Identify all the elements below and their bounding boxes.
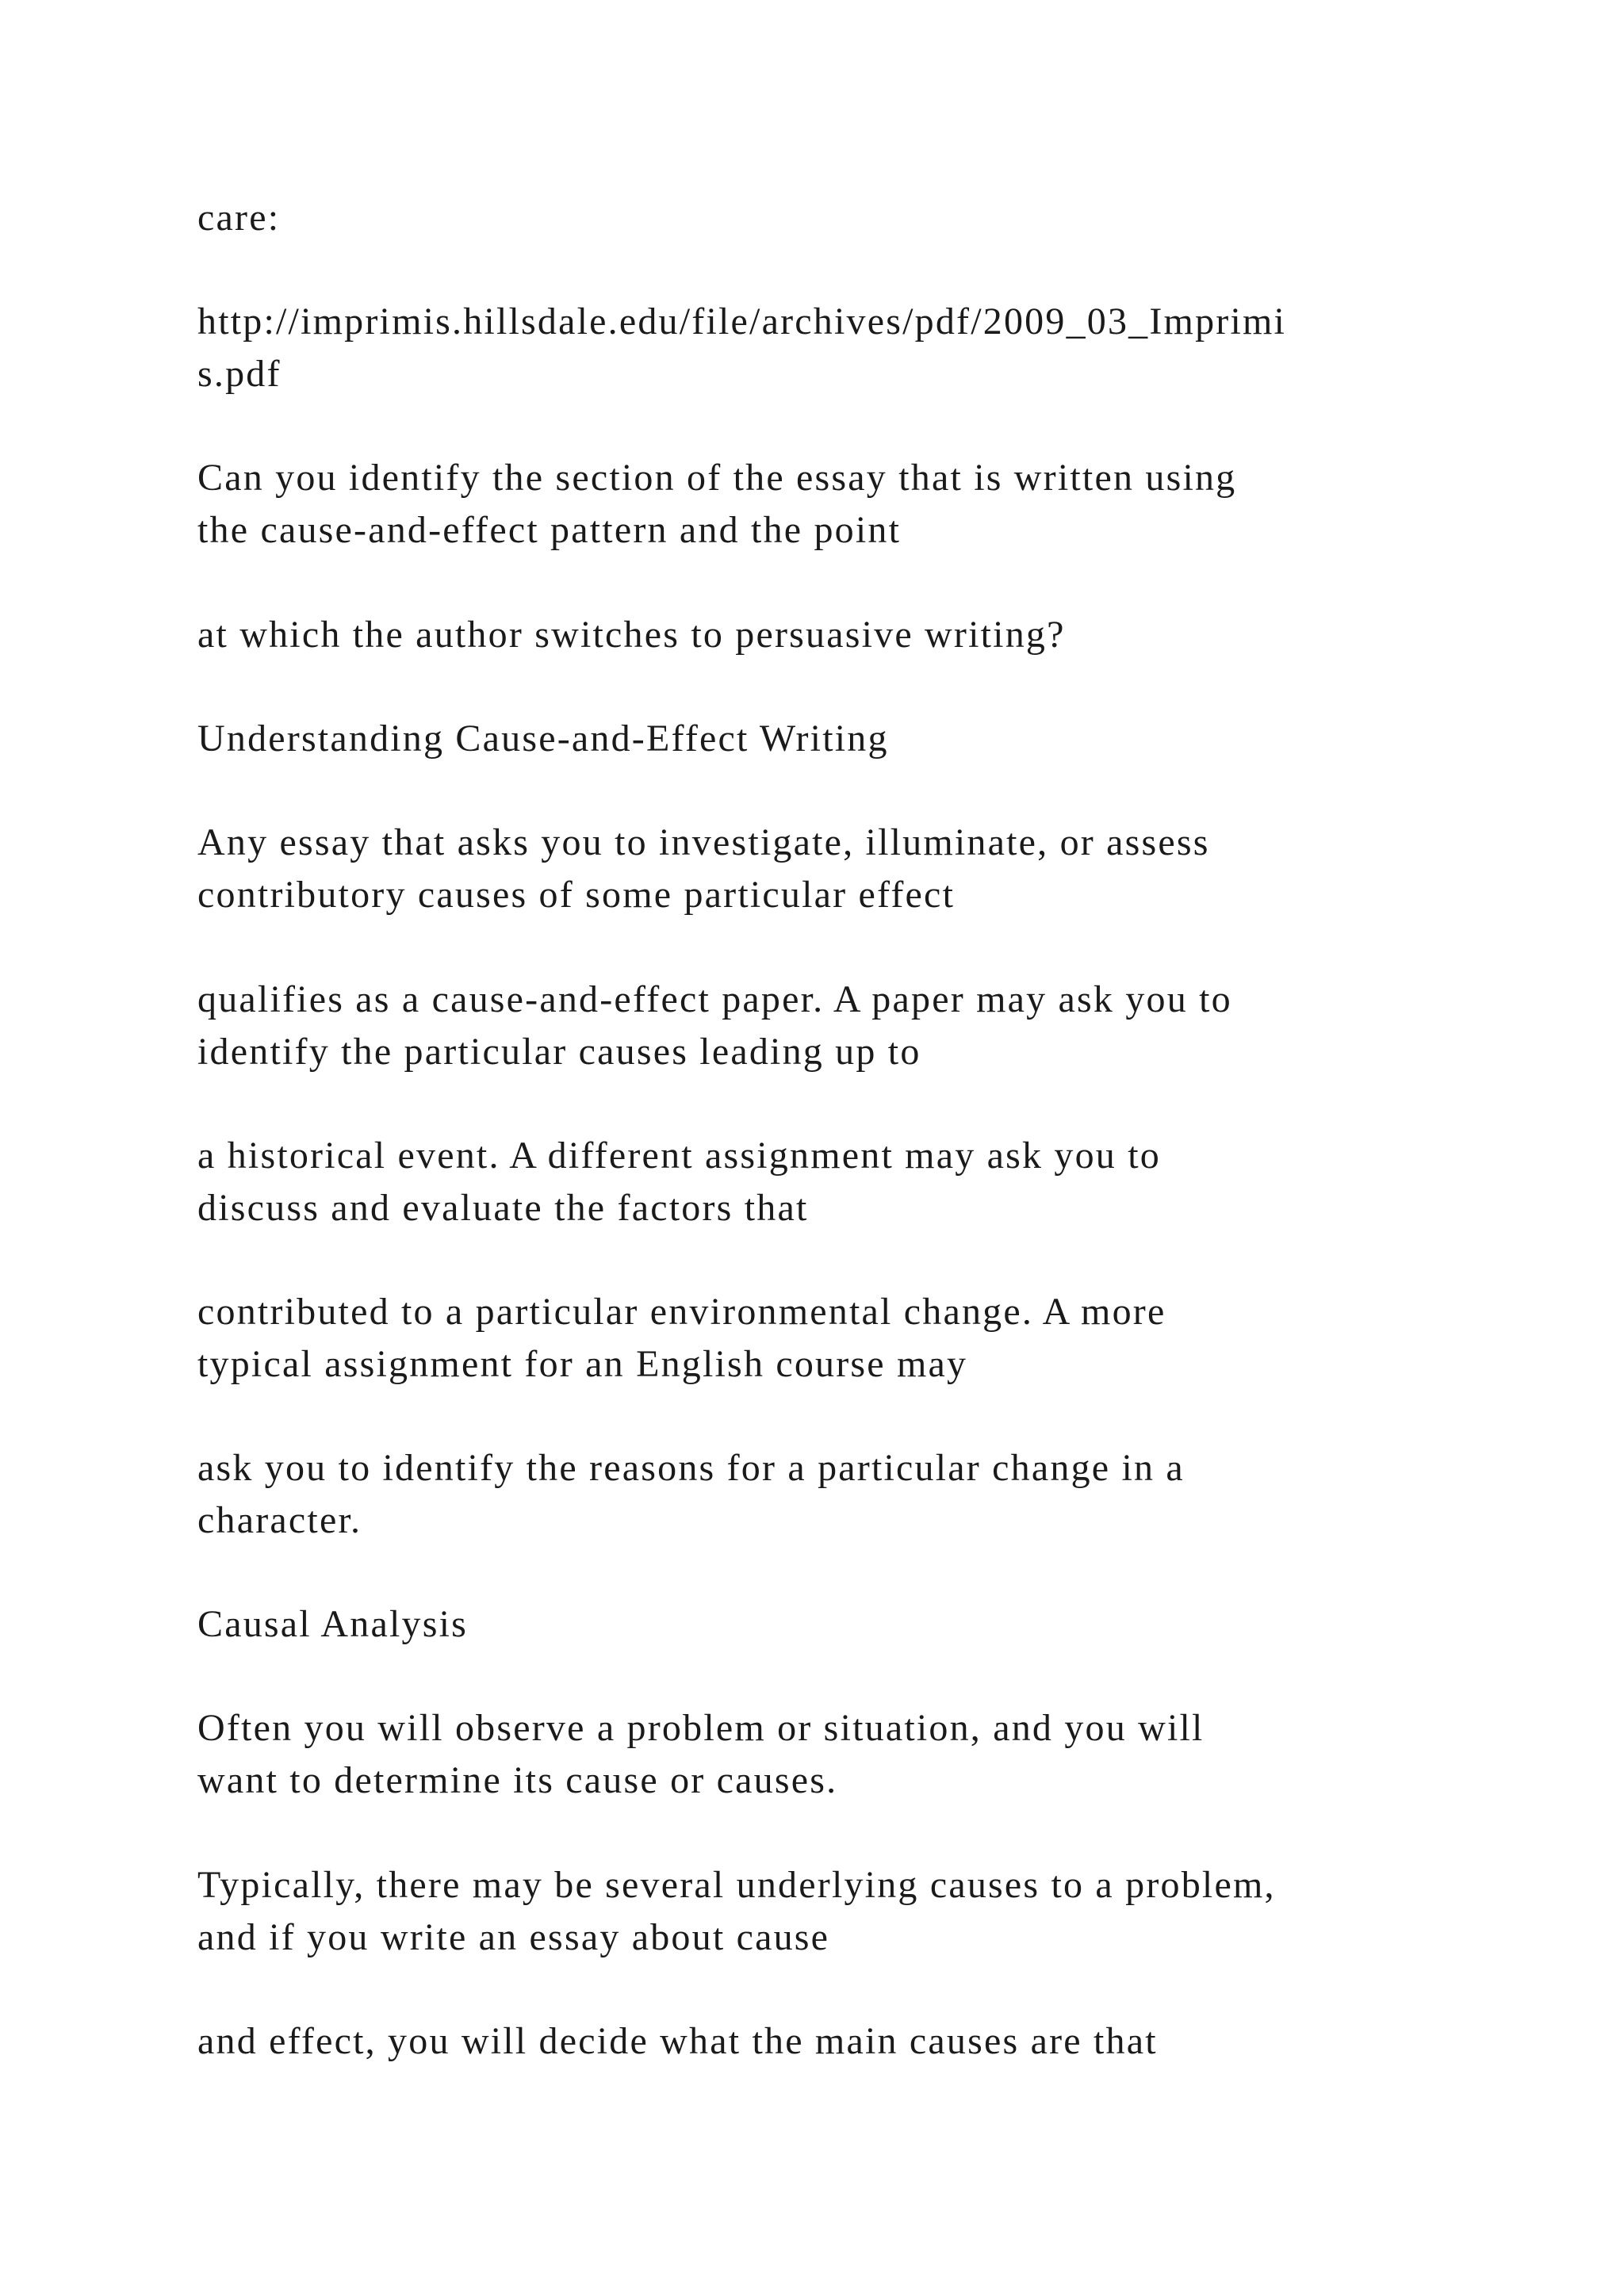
text-line: Understanding Cause-and-Effect Writing [197, 718, 889, 760]
text-line: Often you will observe a problem or situation, and you will [197, 1707, 1205, 1749]
text-line: a historical event. A different assignment may ask you to [197, 1135, 1161, 1177]
text-line: character. [197, 1499, 362, 1541]
text-line: and effect, you will decide what the main causes are that [197, 2020, 1158, 2062]
text-line: Causal Analysis [197, 1603, 468, 1645]
text-paragraph [197, 1286, 1166, 1391]
text-line: Any essay that asks you to investigate, illuminate, or assess [197, 821, 1210, 863]
text-line: and if you write an essay about cause [197, 1916, 830, 1958]
text-line: discuss and evaluate the factors that [197, 1187, 809, 1229]
text-paragraph [197, 2015, 1158, 2068]
text-paragraph [197, 1130, 1161, 1234]
url-paragraph [197, 296, 1286, 400]
text-line: s.pdf [197, 353, 282, 395]
text-paragraph [197, 452, 1236, 557]
text-paragraph [197, 609, 1066, 661]
text-paragraph [197, 1859, 1276, 1964]
text-line: contributory causes of some particular effect [197, 874, 956, 916]
text-paragraph [197, 1442, 1185, 1547]
text-line: http://imprimis.hillsdale.edu/file/archives/pdf/2009_03_Imprimi [197, 300, 1287, 342]
text-line: typical assignment for an English course may [197, 1343, 968, 1385]
text-line: qualifies as a cause-and-effect paper. A paper may ask you to [197, 978, 1232, 1020]
text-line: want to determine its cause or causes. [197, 1759, 838, 1801]
text-line: care: [197, 197, 281, 239]
text-line: Can you identify the section of the essay that is written using [197, 457, 1237, 499]
text-line: at which the author switches to persuasive writing? [197, 614, 1066, 656]
text-paragraph [197, 817, 1210, 921]
text-paragraph [197, 1702, 1205, 1807]
text-line: ask you to identify the reasons for a particular change in a [197, 1447, 1185, 1489]
text-paragraph [197, 974, 1232, 1078]
text-paragraph [197, 192, 280, 244]
text-line: contributed to a particular environmental change. A more [197, 1291, 1166, 1333]
text-line: the cause-and-effect pattern and the point [197, 509, 902, 551]
section-heading [197, 713, 889, 765]
section-heading [197, 1598, 468, 1651]
text-line: Typically, there may be several underlying causes to a problem, [197, 1864, 1276, 1906]
text-line: identify the particular causes leading up to [197, 1031, 921, 1073]
